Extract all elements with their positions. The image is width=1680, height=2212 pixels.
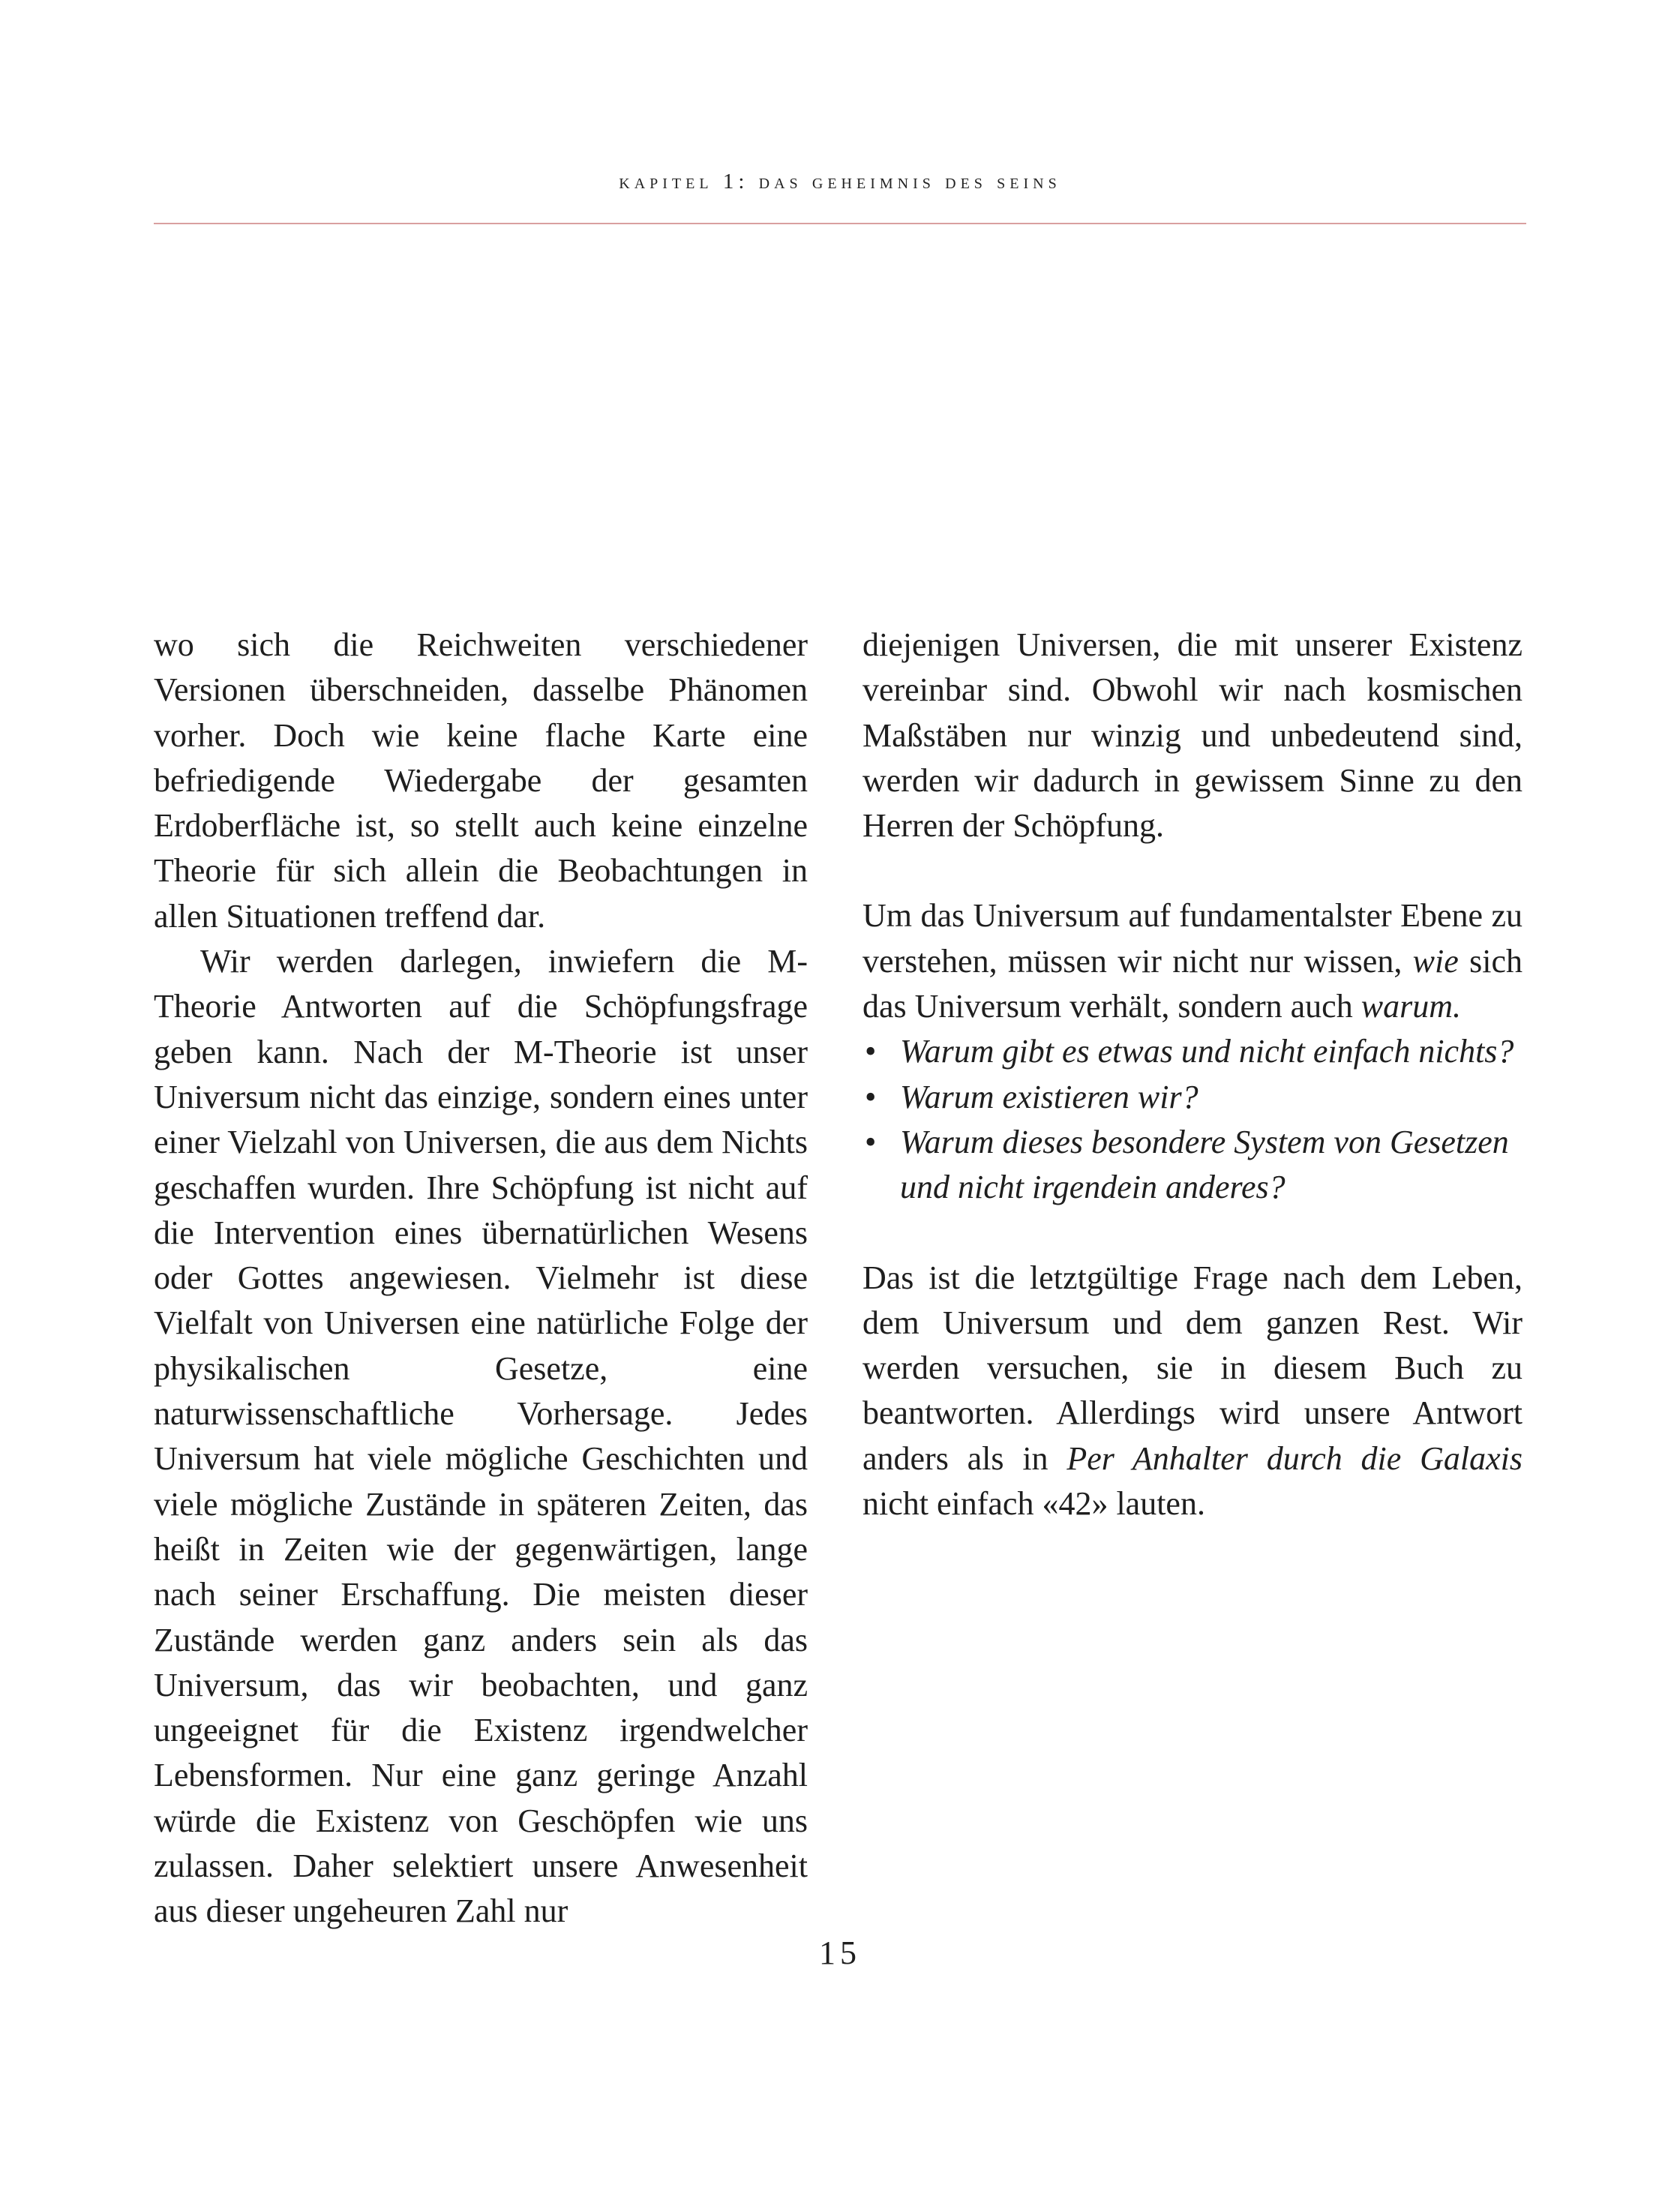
bullet-icon: • [865,1078,877,1115]
running-head: kapitel 1: das geheimnis des seins [619,170,1061,194]
question-list [862,1029,1522,1210]
question-item [862,1029,1522,1074]
bullet-icon: • [865,1033,877,1070]
text-segment: Um das Universum auf fundamentalster Ebene zu verstehen, müssen wir nicht nur wissen, [862,897,1522,980]
question-text: Warum gibt es etwas und nicht einfach nichts? [900,1033,1514,1070]
book-title: Per Anhalter durch die Galaxis [1066,1439,1522,1477]
question-item [862,1075,1522,1120]
text-segment: nicht einfach «42» lauten. [862,1485,1205,1523]
bullet-icon: • [865,1123,877,1160]
left-paragraph-2: Wir werden darlegen, inwiefern die M-Theorie Antworten auf die Schöpfungsfrage geben kann. Nach der M-Theorie ist unser Universum nicht das einzige, sondern eines unter einer Vielzahl von Universen, die aus dem Nichts geschaffen wurden. Ihre Schöpfung ist nicht auf die Intervention eines übernatürlichen Wesens oder Gottes angewiesen. Vielmehr ist diese Vielfalt von Universen eine natürliche Folge der physikalischen Gesetze, eine naturwissenschaftliche Vorhersage. Jedes Universum hat viele mögliche Geschichten und viele mögliche Zustände in späteren Zeiten, das heißt in Zeiten wie der gegenwärtigen, lange nach seiner Erschaffung. Die meisten dieser Zustände werden ganz anders sein als das Universum, das wir beobachten, und ganz ungeeignet für die Existenz irgendwelcher Lebensformen. Nur eine ganz geringe Anzahl würde die Existenz von Geschöpfen wie uns zulassen. Daher selektiert unsere Anwesenheit aus dieser ungeheuren Zahl nur [154,943,808,1930]
question-text: Warum existieren wir? [900,1078,1198,1115]
text-segment: sich das Universum verhält, sondern auch [862,942,1523,1025]
right-paragraph-2 [862,893,1522,1029]
paragraph-gap [862,1211,1522,1256]
text-segment: Das ist die letztgültige Frage nach dem Leben, dem Universum und dem ganzen Rest. Wir werden versuchen, sie in diesem Buch zu beantworten. Allerdings wird unsere Antwort anders als in [862,1259,1522,1477]
left-paragraph-1: wo sich die Reichweiten verschiedener Versionen überschneiden, dasselbe Phänomen vorher. Doch wie keine flache Karte eine befriedigende Wiedergabe der gesamten Erdoberfläche ist, so stellt auch keine einzelne Theorie für sich allein die Beobachtungen in allen Situationen treffend dar. [154,626,808,935]
emphasis-warum: warum. [1360,988,1461,1025]
right-paragraph-1: diejenigen Universen, die mit unserer Existenz vereinbar sind. Obwohl wir nach kosmischen Maßstäben nur winzig und unbedeutend sind, werden wir dadurch in gewissem Sinne zu den Herren der Schöpfung. [862,626,1522,845]
emphasis-wie: wie [1412,942,1459,980]
right-column [862,623,1522,1526]
header-rule [154,223,1526,224]
question-text: Warum dieses besondere System von Gesetzen und nicht irgendein anderes? [900,1123,1509,1206]
left-column [154,623,808,1934]
page-number: 15 [819,1934,861,1971]
right-paragraph-3 [862,1256,1522,1527]
question-item [862,1120,1522,1211]
paragraph-gap [862,848,1522,893]
